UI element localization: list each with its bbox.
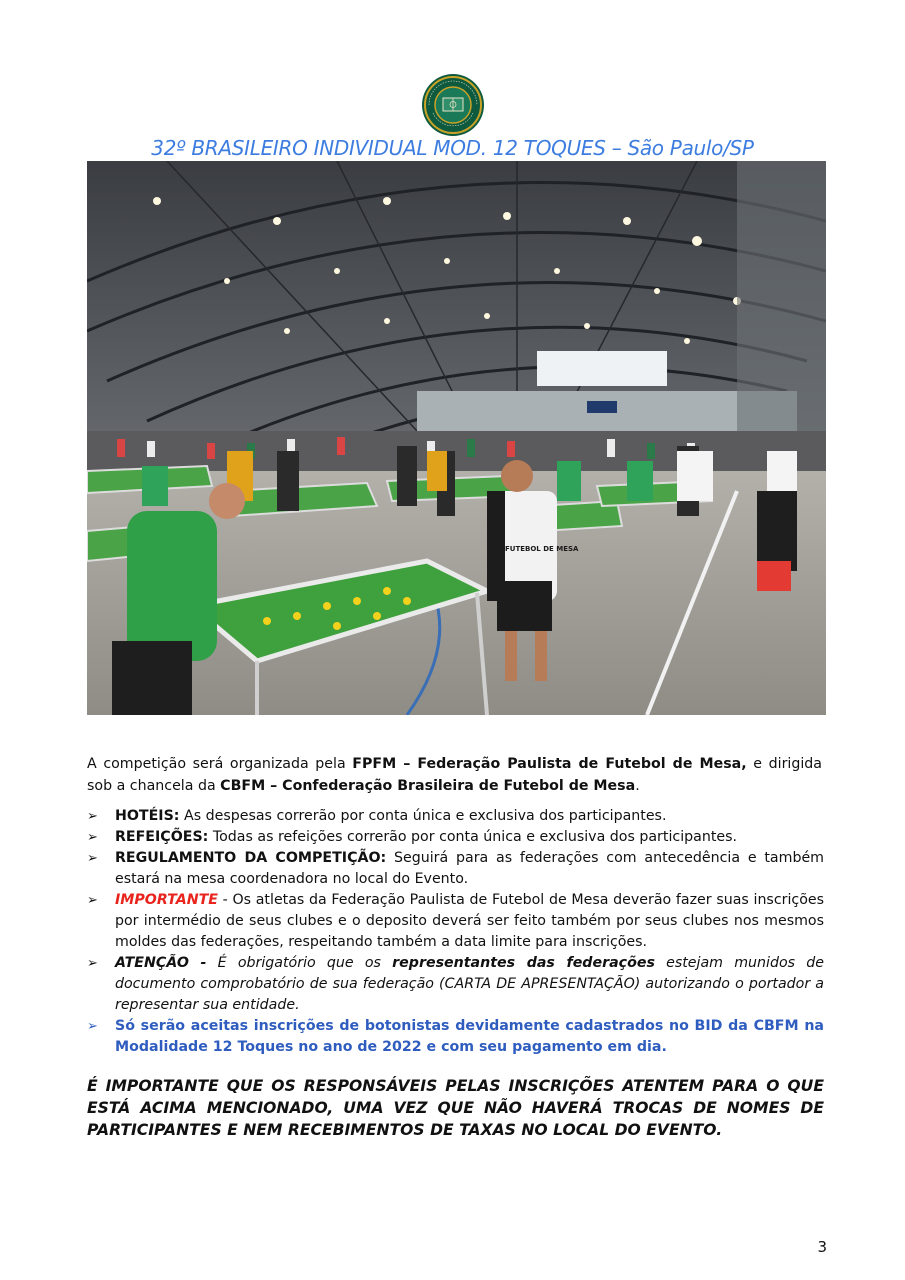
item-text: As despesas correrão por conta única e exclusiva dos participantes. (179, 808, 667, 824)
federation-seal-icon (421, 73, 485, 137)
intro-text: e dirigida sob a chancela da (87, 756, 822, 794)
page-number: 3 (817, 1238, 827, 1256)
arrow-bullet-icon: ➢ (87, 851, 98, 866)
list-item-hoteis (87, 806, 824, 827)
list-item-importante (87, 890, 824, 953)
arrow-bullet-icon: ➢ (87, 1019, 98, 1034)
list-item-regulamento (87, 848, 824, 890)
cbfm-name: CBFM – Confederação Brasileira de Futebol de Mesa (220, 778, 636, 794)
important-label: IMPORTANTE (115, 892, 218, 908)
info-list (87, 806, 824, 1058)
item-label: ATENÇÃO - (115, 955, 207, 971)
arrow-bullet-icon: ➢ (87, 956, 98, 971)
intro-text: . (635, 778, 640, 794)
item-text: Todas as refeições correrão por conta única e exclusiva dos participantes. (208, 829, 738, 845)
intro-text: A competição será organizada pela (87, 756, 353, 772)
item-text: Seguirá para as federações com antecedência e também estará na mesa coordenadora no local do Evento. (115, 850, 824, 887)
arrow-bullet-icon: ➢ (87, 830, 98, 845)
item-text: Só serão aceitas inscrições de botonistas devidamente cadastrados no BID da CBFM na Modalidade 12 Toques no ano de 2022 e com seu pagamento em dia. (115, 1018, 824, 1055)
intro-paragraph (87, 753, 822, 797)
list-item-refeicoes (87, 827, 824, 848)
item-label: HOTÉIS: (115, 808, 180, 824)
item-emphasis: representantes das federações (392, 955, 655, 971)
item-label: REFEIÇÕES: (115, 829, 209, 845)
shirt-text: FUTEBOL DE MESA (505, 545, 579, 553)
closing-warning: É IMPORTANTE QUE OS RESPONSÁVEIS PELAS INSCRIÇÕES ATENTEM PARA O QUE ESTÁ ACIMA MENCIONADO, UMA VEZ QUE NÃO HAVERÁ TROCAS DE NOMES DE PARTICIPANTES E NEM RECEBIMENTOS DE TAXAS NO LOCAL DO EVENTO. (87, 1077, 824, 1139)
gymnasium-photo (87, 161, 826, 715)
item-text: estejam munidos de documento comprobatório de sua federação (CARTA DE APRESENTAÇÃO) autorizando o portador a representar sua entidade. (115, 955, 824, 1013)
fpfm-name: FPFM – Federação Paulista de Futebol de Mesa, (352, 756, 747, 772)
list-item-atencao (87, 953, 824, 1016)
arrow-bullet-icon: ➢ (87, 809, 98, 824)
list-item-bid (87, 1016, 824, 1058)
page-title: 32º BRASILEIRO INDIVIDUAL MOD. 12 TOQUES – São Paulo/SP (151, 136, 754, 160)
item-text: - Os atletas da Federação Paulista de Futebol de Mesa deverão fazer suas inscrições por intermédio de seus clubes e o deposito deverá ser feito também por seus clubes nos mesmos moldes das federações, respeitando também a data limite para inscrições. (115, 892, 824, 950)
arrow-bullet-icon: ➢ (87, 893, 98, 908)
item-label: REGULAMENTO DA COMPETIÇÃO: (115, 850, 387, 866)
item-text: É obrigatório que os (206, 955, 393, 971)
